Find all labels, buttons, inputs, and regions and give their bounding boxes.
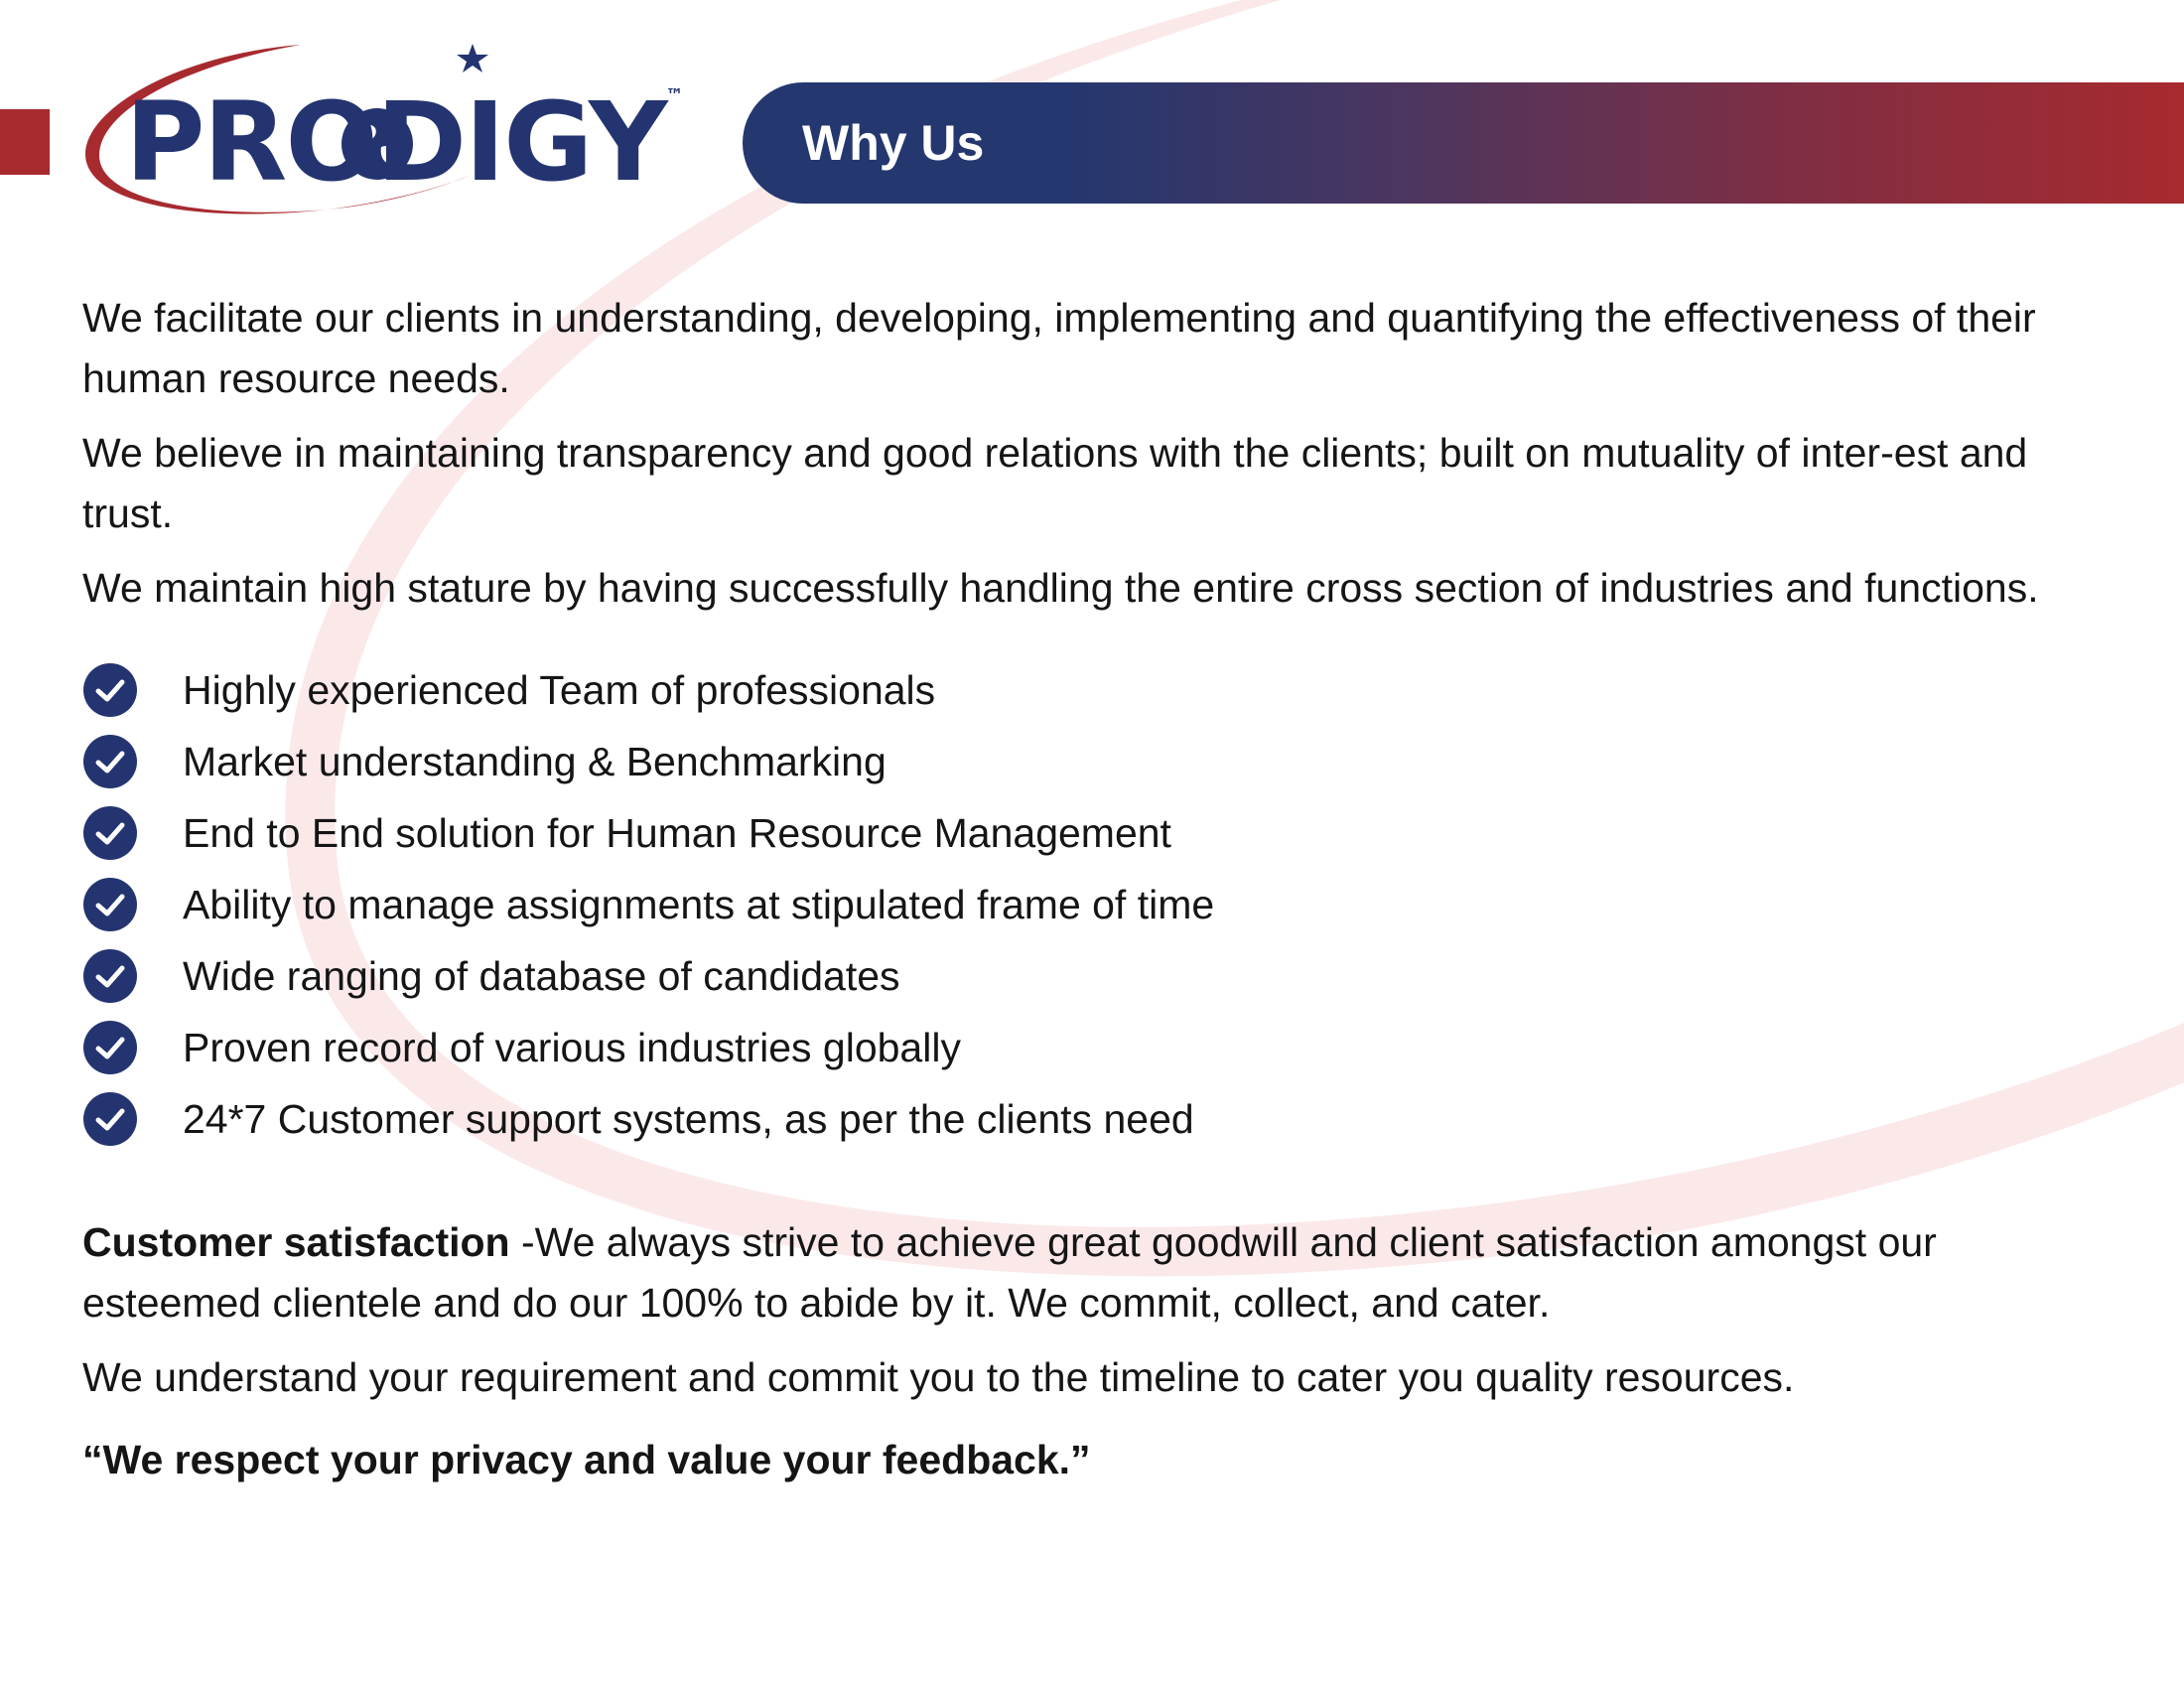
main-content: [82, 288, 2108, 1531]
list-item: [82, 654, 2108, 726]
commitment-paragraph: We understand your requirement and commit you to the timeline to cater you quality resources.: [82, 1354, 1795, 1400]
customer-satisfaction-label: Customer satisfaction: [82, 1219, 510, 1265]
list-item: [82, 797, 2108, 869]
check-circle-icon: [82, 948, 138, 1004]
list-item: [82, 940, 2108, 1012]
check-circle-icon: [82, 805, 138, 861]
list-item-label: End to End solution for Human Resource Management: [183, 809, 1171, 856]
check-circle-icon: [82, 877, 138, 932]
list-item: [82, 1083, 2108, 1155]
customer-satisfaction-text: -We always strive to achieve great goodwill and client satisfaction amongst our esteemed clientele and do our 100% to abide by it. We commit, collect, and cater.: [82, 1219, 1937, 1326]
check-circle-icon: [82, 734, 138, 789]
intro-paragraph-2: We believe in maintaining transparency and good relations with the clients; built on mutuality of inter-est and trust.: [82, 430, 2028, 536]
privacy-quote: “We respect your privacy and value your feedback.”: [82, 1437, 1091, 1482]
list-item-label: Highly experienced Team of professionals: [183, 666, 936, 713]
list-item-label: Market understanding & Benchmarking: [183, 738, 887, 784]
list-item-label: 24*7 Customer support systems, as per the clients need: [183, 1095, 1194, 1142]
benefits-checklist: [82, 654, 2108, 1155]
check-circle-icon: [82, 1020, 138, 1075]
page-title: Why Us: [802, 115, 985, 171]
logo-text: PRODIGY: [125, 78, 666, 206]
list-item: [82, 1012, 2108, 1083]
trademark-symbol: ™: [665, 85, 682, 106]
list-item: [82, 869, 2108, 940]
left-accent-tab: [0, 109, 50, 175]
check-circle-icon: [82, 1091, 138, 1147]
customer-satisfaction-paragraph: [82, 1212, 2108, 1334]
list-item-label: Ability to manage assignments at stipulated frame of time: [183, 881, 1215, 927]
list-item-label: Proven record of various industries globally: [183, 1024, 961, 1070]
intro-paragraph-1: We facilitate our clients in understanding, developing, implementing and quantifying the effectiveness of their human resource needs.: [82, 295, 2036, 401]
header-banner: [743, 82, 2184, 204]
intro-paragraph-3: We maintain high stature by having successfully handling the entire cross section of industries and functions.: [82, 565, 2039, 611]
list-item-label: Wide ranging of database of candidates: [183, 952, 900, 999]
check-circle-icon: [82, 662, 138, 718]
list-item: [82, 726, 2108, 797]
prodigy-logo: [77, 30, 683, 228]
